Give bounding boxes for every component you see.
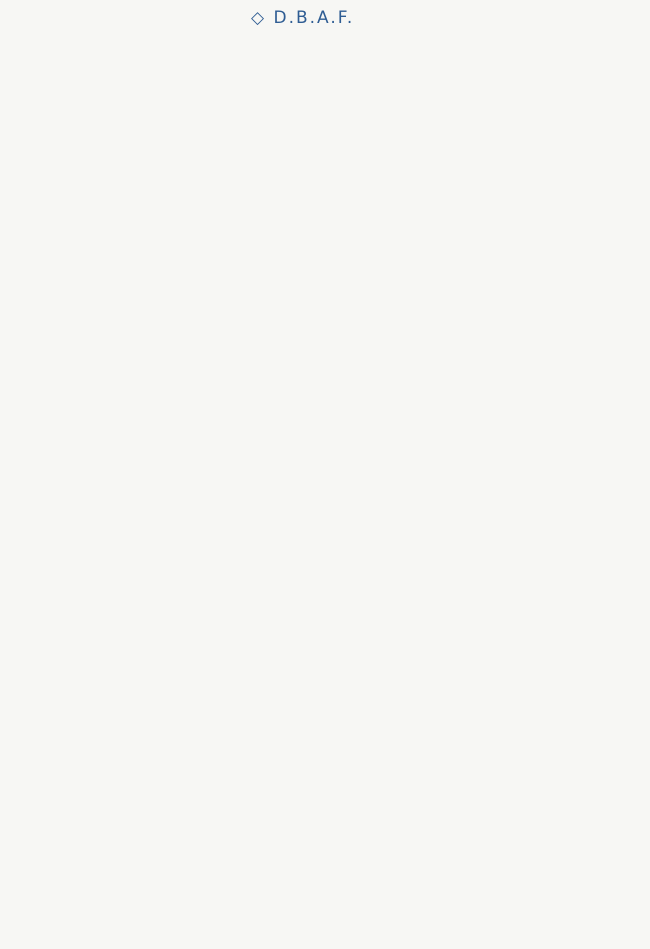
page-title: ◇ D.B.A.F. <box>251 8 355 28</box>
